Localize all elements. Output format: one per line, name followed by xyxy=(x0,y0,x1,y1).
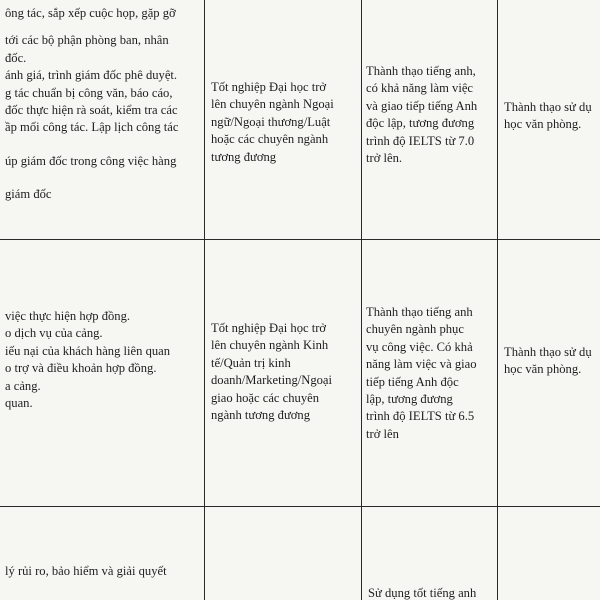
text-line: giám đốc xyxy=(5,187,52,202)
table-row xyxy=(0,240,600,507)
text-line: lý rủi ro, bảo hiểm và giải quyết xyxy=(5,564,167,578)
text-line: và giao tiếp tiếng Anh xyxy=(366,98,478,113)
text-line: lập, tương đương xyxy=(366,392,453,407)
text-line: ầp mối công tác. Lập lịch công tác xyxy=(5,120,179,135)
language-cell xyxy=(362,240,498,507)
text-line: Sử dụng tốt tiếng anh xyxy=(368,586,477,600)
text-line: lên chuyên ngành Ngoại xyxy=(211,97,334,112)
text-line: ông tác, sắp xếp cuộc họp, gặp gỡ xyxy=(5,6,176,20)
text-line: trở lên. xyxy=(366,151,403,166)
education-cell xyxy=(205,0,362,240)
duties-cell xyxy=(0,0,205,240)
text-line: vụ công việc. Có khả xyxy=(366,339,473,354)
text-line: o dịch vụ của cảng. xyxy=(5,326,103,341)
text-line: doanh/Marketing/Ngoại xyxy=(211,373,333,388)
text-line: Thành thạo tiếng anh, xyxy=(366,64,476,78)
text-line: học văn phòng. xyxy=(504,362,582,377)
computer-skills-cell xyxy=(498,0,600,240)
education-cell xyxy=(205,240,362,507)
text-line: tương đương xyxy=(211,149,277,164)
text-line: năng làm việc và giao xyxy=(366,357,477,372)
text-line: Thành thạo sử dụ xyxy=(504,100,592,114)
text-line: úp giám đốc trong công việc hàng xyxy=(5,153,177,168)
text-line: đốc. xyxy=(5,50,27,65)
text-line: việc thực hiện hợp đồng. xyxy=(5,309,131,323)
text-line: trình độ IELTS từ 6.5 xyxy=(366,409,475,424)
text-line: Thành thạo tiếng anh xyxy=(366,305,473,319)
text-line: ngành tương đương xyxy=(211,408,311,423)
duties-cell xyxy=(0,507,205,600)
duties-cell xyxy=(0,240,205,507)
text-line: Tốt nghiệp Đại học trở xyxy=(211,80,327,94)
text-line: tế/Quản trị kinh xyxy=(211,355,291,370)
text-line: ánh giá, trình giám đốc phê duyệt. xyxy=(5,68,178,83)
text-line: giao hoặc các chuyên xyxy=(211,390,320,405)
text-line: ngữ/Ngoại thương/Luật xyxy=(211,114,331,129)
table-row xyxy=(0,0,600,240)
text-line: trở lên xyxy=(366,426,399,441)
language-cell xyxy=(362,507,498,600)
education-cell xyxy=(205,507,362,600)
computer-skills-cell xyxy=(498,240,600,507)
text-line: có khả năng làm việc xyxy=(366,81,474,96)
text-line: tiếp tiếng Anh độc xyxy=(366,374,459,389)
text-line: chuyên ngành phục xyxy=(366,322,464,337)
text-line: lên chuyên ngành Kinh xyxy=(211,338,329,353)
text-line: quan. xyxy=(5,396,33,411)
computer-skills-cell xyxy=(498,507,600,600)
text-line: o trợ và điều khoản hợp đồng. xyxy=(5,361,157,376)
text-line: hoặc các chuyên ngành xyxy=(211,132,329,147)
text-line: học văn phòng. xyxy=(504,117,582,132)
text-line: đốc thực hiện rà soát, kiểm tra các xyxy=(5,103,178,118)
text-line: Thành thạo sử dụ xyxy=(504,345,592,359)
text-line: a cảng. xyxy=(5,378,41,393)
table-row xyxy=(0,507,600,600)
text-line: tới các bộ phận phòng ban, nhân xyxy=(5,33,169,48)
text-line: trình độ IELTS từ 7.0 xyxy=(366,133,475,148)
text-line: iếu nại của khách hàng liên quan xyxy=(5,343,171,358)
language-cell xyxy=(362,0,498,240)
text-line: độc lập, tương đương xyxy=(366,116,475,131)
text-line: g tác chuẩn bị công văn, báo cáo, xyxy=(5,85,173,100)
text-line: Tốt nghiệp Đại học trở xyxy=(211,321,327,335)
